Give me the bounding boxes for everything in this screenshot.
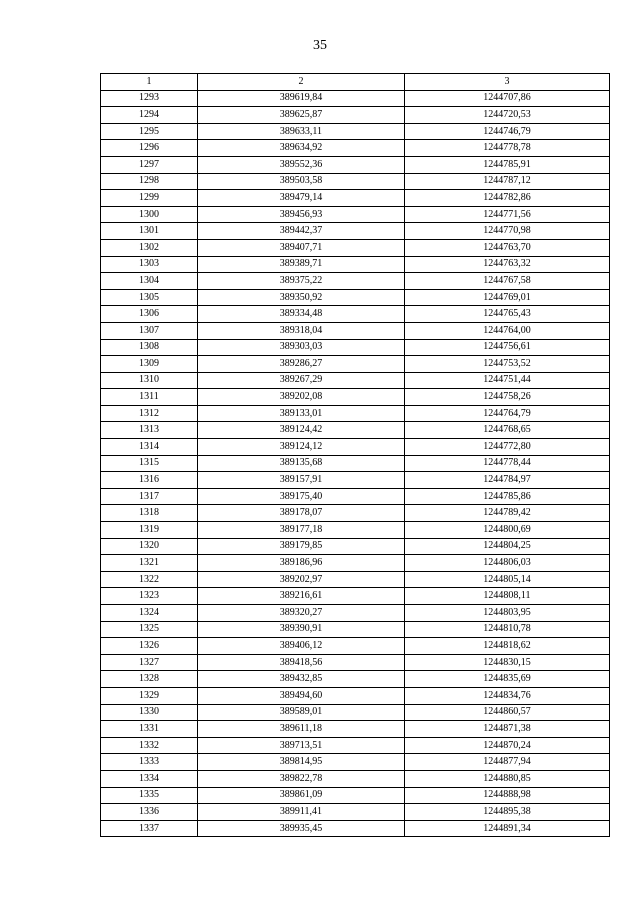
table-row (101, 555, 610, 572)
x-coordinate-cell: 389350,92 (198, 289, 405, 306)
y-coordinate-cell: 1244763,32 (405, 256, 610, 273)
table-row (101, 306, 610, 323)
point-number-cell: 1299 (101, 190, 198, 207)
table-row (101, 621, 610, 638)
point-number-cell: 1308 (101, 339, 198, 356)
point-number-cell: 1309 (101, 356, 198, 373)
y-coordinate-cell: 1244769,01 (405, 289, 610, 306)
point-number-cell: 1301 (101, 223, 198, 240)
table-row (101, 472, 610, 489)
point-number-cell: 1328 (101, 671, 198, 688)
y-coordinate-cell: 1244895,38 (405, 804, 610, 821)
x-coordinate-cell: 389407,71 (198, 239, 405, 256)
point-number-cell: 1302 (101, 239, 198, 256)
x-coordinate-cell: 389619,84 (198, 90, 405, 107)
y-coordinate-cell: 1244818,62 (405, 638, 610, 655)
table-row (101, 671, 610, 688)
table-row (101, 654, 610, 671)
table-row (101, 787, 610, 804)
y-coordinate-cell: 1244753,52 (405, 356, 610, 373)
header-row (101, 74, 610, 91)
y-coordinate-cell: 1244784,97 (405, 472, 610, 489)
table-row (101, 820, 610, 837)
x-coordinate-cell: 389202,97 (198, 571, 405, 588)
y-coordinate-cell: 1244804,25 (405, 538, 610, 555)
x-coordinate-cell: 389713,51 (198, 737, 405, 754)
point-number-cell: 1293 (101, 90, 198, 107)
table-row (101, 588, 610, 605)
x-coordinate-cell: 389633,11 (198, 123, 405, 140)
point-number-cell: 1329 (101, 687, 198, 704)
table-row (101, 190, 610, 207)
point-number-cell: 1337 (101, 820, 198, 837)
table-row (101, 687, 610, 704)
y-coordinate-cell: 1244835,69 (405, 671, 610, 688)
y-coordinate-cell: 1244787,12 (405, 173, 610, 190)
point-number-cell: 1310 (101, 372, 198, 389)
table-row (101, 488, 610, 505)
table-row (101, 538, 610, 555)
table-row (101, 339, 610, 356)
x-coordinate-cell: 389177,18 (198, 522, 405, 539)
x-coordinate-cell: 389861,09 (198, 787, 405, 804)
x-coordinate-cell: 389186,96 (198, 555, 405, 572)
x-coordinate-cell: 389442,37 (198, 223, 405, 240)
table-row (101, 770, 610, 787)
x-coordinate-cell: 389611,18 (198, 721, 405, 738)
table-row (101, 605, 610, 622)
x-coordinate-cell: 389178,07 (198, 505, 405, 522)
point-number-cell: 1316 (101, 472, 198, 489)
y-coordinate-cell: 1244880,85 (405, 770, 610, 787)
column-header-3: 3 (405, 74, 610, 91)
y-coordinate-cell: 1244751,44 (405, 372, 610, 389)
x-coordinate-cell: 389625,87 (198, 107, 405, 124)
y-coordinate-cell: 1244707,86 (405, 90, 610, 107)
table-row (101, 721, 610, 738)
y-coordinate-cell: 1244778,44 (405, 455, 610, 472)
point-number-cell: 1314 (101, 439, 198, 456)
x-coordinate-cell: 389406,12 (198, 638, 405, 655)
table-row (101, 289, 610, 306)
y-coordinate-cell: 1244830,15 (405, 654, 610, 671)
point-number-cell: 1295 (101, 123, 198, 140)
point-number-cell: 1311 (101, 389, 198, 406)
x-coordinate-cell: 389375,22 (198, 273, 405, 290)
point-number-cell: 1307 (101, 322, 198, 339)
table-row (101, 322, 610, 339)
table-row (101, 256, 610, 273)
y-coordinate-cell: 1244805,14 (405, 571, 610, 588)
table-row (101, 356, 610, 373)
x-coordinate-cell: 389634,92 (198, 140, 405, 157)
point-number-cell: 1313 (101, 422, 198, 439)
y-coordinate-cell: 1244782,86 (405, 190, 610, 207)
y-coordinate-cell: 1244871,38 (405, 721, 610, 738)
x-coordinate-cell: 389179,85 (198, 538, 405, 555)
table-row (101, 754, 610, 771)
point-number-cell: 1331 (101, 721, 198, 738)
point-number-cell: 1315 (101, 455, 198, 472)
point-number-cell: 1323 (101, 588, 198, 605)
table-row (101, 439, 610, 456)
table-row (101, 522, 610, 539)
x-coordinate-cell: 389389,71 (198, 256, 405, 273)
table-row (101, 405, 610, 422)
y-coordinate-cell: 1244763,70 (405, 239, 610, 256)
x-coordinate-cell: 389320,27 (198, 605, 405, 622)
table-row (101, 737, 610, 754)
y-coordinate-cell: 1244772,80 (405, 439, 610, 456)
x-coordinate-cell: 389432,85 (198, 671, 405, 688)
x-coordinate-cell: 389822,78 (198, 770, 405, 787)
x-coordinate-cell: 389124,12 (198, 439, 405, 456)
point-number-cell: 1297 (101, 156, 198, 173)
point-number-cell: 1296 (101, 140, 198, 157)
x-coordinate-cell: 389175,40 (198, 488, 405, 505)
y-coordinate-cell: 1244765,43 (405, 306, 610, 323)
y-coordinate-cell: 1244768,65 (405, 422, 610, 439)
point-number-cell: 1334 (101, 770, 198, 787)
table-row (101, 223, 610, 240)
table-row (101, 505, 610, 522)
point-number-cell: 1335 (101, 787, 198, 804)
point-number-cell: 1303 (101, 256, 198, 273)
point-number-cell: 1326 (101, 638, 198, 655)
x-coordinate-cell: 389911,41 (198, 804, 405, 821)
table-row (101, 455, 610, 472)
point-number-cell: 1305 (101, 289, 198, 306)
y-coordinate-cell: 1244764,79 (405, 405, 610, 422)
x-coordinate-cell: 389318,04 (198, 322, 405, 339)
y-coordinate-cell: 1244810,78 (405, 621, 610, 638)
point-number-cell: 1324 (101, 605, 198, 622)
point-number-cell: 1319 (101, 522, 198, 539)
table-row (101, 389, 610, 406)
y-coordinate-cell: 1244860,57 (405, 704, 610, 721)
point-number-cell: 1294 (101, 107, 198, 124)
y-coordinate-cell: 1244764,00 (405, 322, 610, 339)
table-row (101, 239, 610, 256)
column-header-2: 2 (198, 74, 405, 91)
x-coordinate-cell: 389418,56 (198, 654, 405, 671)
point-number-cell: 1327 (101, 654, 198, 671)
point-number-cell: 1312 (101, 405, 198, 422)
y-coordinate-cell: 1244877,94 (405, 754, 610, 771)
table-row (101, 804, 610, 821)
y-coordinate-cell: 1244803,95 (405, 605, 610, 622)
y-coordinate-cell: 1244808,11 (405, 588, 610, 605)
y-coordinate-cell: 1244800,69 (405, 522, 610, 539)
y-coordinate-cell: 1244746,79 (405, 123, 610, 140)
point-number-cell: 1304 (101, 273, 198, 290)
x-coordinate-cell: 389267,29 (198, 372, 405, 389)
y-coordinate-cell: 1244870,24 (405, 737, 610, 754)
y-coordinate-cell: 1244758,26 (405, 389, 610, 406)
point-number-cell: 1320 (101, 538, 198, 555)
table-row (101, 571, 610, 588)
x-coordinate-cell: 389935,45 (198, 820, 405, 837)
table-row (101, 173, 610, 190)
point-number-cell: 1332 (101, 737, 198, 754)
x-coordinate-cell: 389503,58 (198, 173, 405, 190)
table-row (101, 123, 610, 140)
y-coordinate-cell: 1244789,42 (405, 505, 610, 522)
x-coordinate-cell: 389589,01 (198, 704, 405, 721)
y-coordinate-cell: 1244778,78 (405, 140, 610, 157)
table-row (101, 206, 610, 223)
x-coordinate-cell: 389286,27 (198, 356, 405, 373)
x-coordinate-cell: 389135,68 (198, 455, 405, 472)
y-coordinate-cell: 1244756,61 (405, 339, 610, 356)
y-coordinate-cell: 1244720,53 (405, 107, 610, 124)
y-coordinate-cell: 1244888,98 (405, 787, 610, 804)
y-coordinate-cell: 1244806,03 (405, 555, 610, 572)
y-coordinate-cell: 1244891,34 (405, 820, 610, 837)
table-row (101, 638, 610, 655)
table-row (101, 90, 610, 107)
point-number-cell: 1306 (101, 306, 198, 323)
table-row (101, 422, 610, 439)
x-coordinate-cell: 389124,42 (198, 422, 405, 439)
point-number-cell: 1336 (101, 804, 198, 821)
x-coordinate-cell: 389390,91 (198, 621, 405, 638)
table-row (101, 273, 610, 290)
y-coordinate-cell: 1244785,86 (405, 488, 610, 505)
table-row (101, 107, 610, 124)
point-number-cell: 1317 (101, 488, 198, 505)
y-coordinate-cell: 1244767,58 (405, 273, 610, 290)
table-body (101, 90, 610, 837)
point-number-cell: 1298 (101, 173, 198, 190)
x-coordinate-cell: 389479,14 (198, 190, 405, 207)
x-coordinate-cell: 389552,36 (198, 156, 405, 173)
point-number-cell: 1333 (101, 754, 198, 771)
y-coordinate-cell: 1244785,91 (405, 156, 610, 173)
y-coordinate-cell: 1244771,56 (405, 206, 610, 223)
x-coordinate-cell: 389494,60 (198, 687, 405, 704)
x-coordinate-cell: 389303,03 (198, 339, 405, 356)
y-coordinate-cell: 1244834,76 (405, 687, 610, 704)
table-row (101, 156, 610, 173)
table-header (101, 74, 610, 91)
x-coordinate-cell: 389133,01 (198, 405, 405, 422)
page-number: 35 (313, 38, 327, 53)
x-coordinate-cell: 389216,61 (198, 588, 405, 605)
point-number-cell: 1321 (101, 555, 198, 572)
table-row (101, 372, 610, 389)
table-row (101, 704, 610, 721)
point-number-cell: 1322 (101, 571, 198, 588)
x-coordinate-cell: 389202,08 (198, 389, 405, 406)
point-number-cell: 1318 (101, 505, 198, 522)
x-coordinate-cell: 389334,48 (198, 306, 405, 323)
column-header-1: 1 (101, 74, 198, 91)
point-number-cell: 1325 (101, 621, 198, 638)
point-number-cell: 1330 (101, 704, 198, 721)
x-coordinate-cell: 389814,95 (198, 754, 405, 771)
y-coordinate-cell: 1244770,98 (405, 223, 610, 240)
x-coordinate-cell: 389157,91 (198, 472, 405, 489)
x-coordinate-cell: 389456,93 (198, 206, 405, 223)
coordinates-table (100, 73, 610, 837)
point-number-cell: 1300 (101, 206, 198, 223)
table-row (101, 140, 610, 157)
